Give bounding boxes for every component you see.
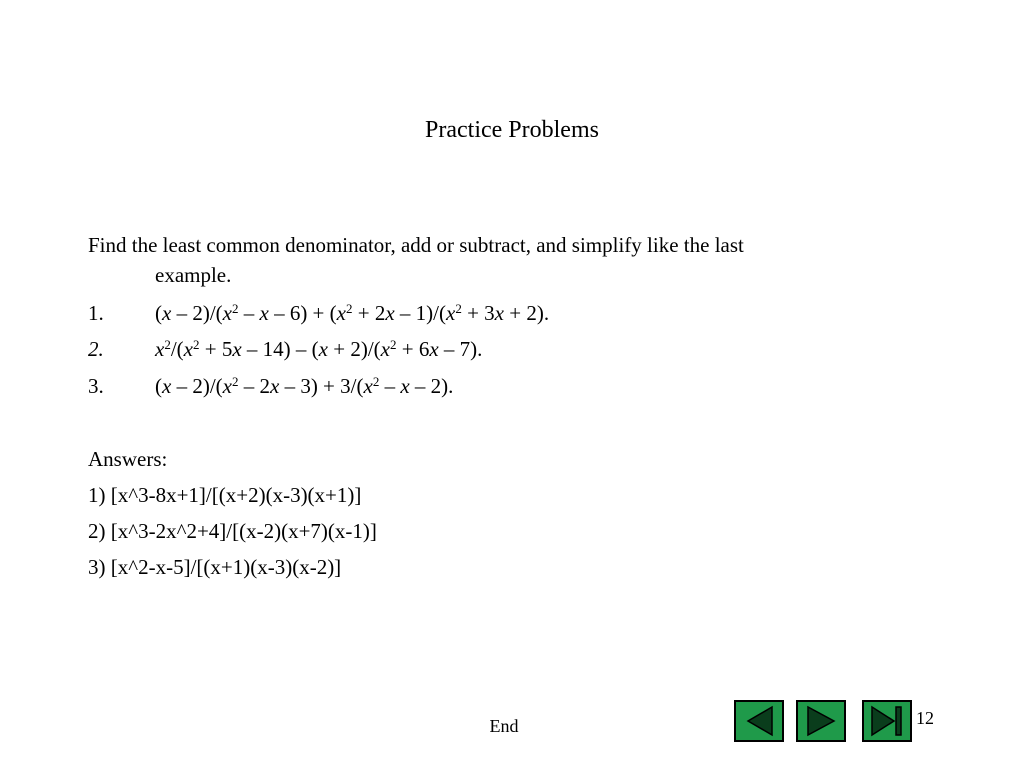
instructions-line-1: Find the least common denominator, add or subtract, and simplify like the last [88,233,744,257]
problem-1 [88,300,549,326]
previous-slide-button[interactable] [734,700,784,742]
next-slide-button[interactable] [796,700,846,742]
skip-to-end-icon [864,702,910,740]
slide-title: Practice Problems [425,117,599,143]
last-slide-button[interactable] [862,700,912,742]
problem-number: 3. [88,374,104,398]
problem-expression: $x^2/(x^2 + 5x - 14) - (x + 2)/(x^2 + 6x - 7)$. [155,337,483,361]
answer-1: 1) [x^3-8x+1]/[(x+2)(x-3)(x+1)] [88,483,362,507]
problem-3 [88,373,453,399]
problem-number: 1. [88,301,104,325]
instructions [88,230,918,290]
answer-3: 3) [x^2-x-5]/[(x+1)(x-3)(x-2)] [88,555,342,579]
problem-expression: $(x - 2)/(x^2 - 2x - 3) + 3/(x^2 - x - 2)$. [155,374,454,398]
page-number: 12 [916,708,934,728]
instructions-line-2: example. [155,263,232,287]
triangle-right-icon [798,702,844,740]
answer-2: 2) [x^3-2x^2+4]/[(x-2)(x+7)(x-1)] [88,519,377,543]
triangle-left-icon [736,702,782,740]
answers-heading: Answers: [88,447,168,471]
problem-number: 2. [88,337,104,361]
end-link[interactable]: End [489,716,519,736]
problem-2 [88,336,482,362]
problem-expression: $(x - 2)/(x^2 - x - 6) + (x^2 + 2x - 1)/(x^2 + 3x + 2)$. [155,301,550,325]
